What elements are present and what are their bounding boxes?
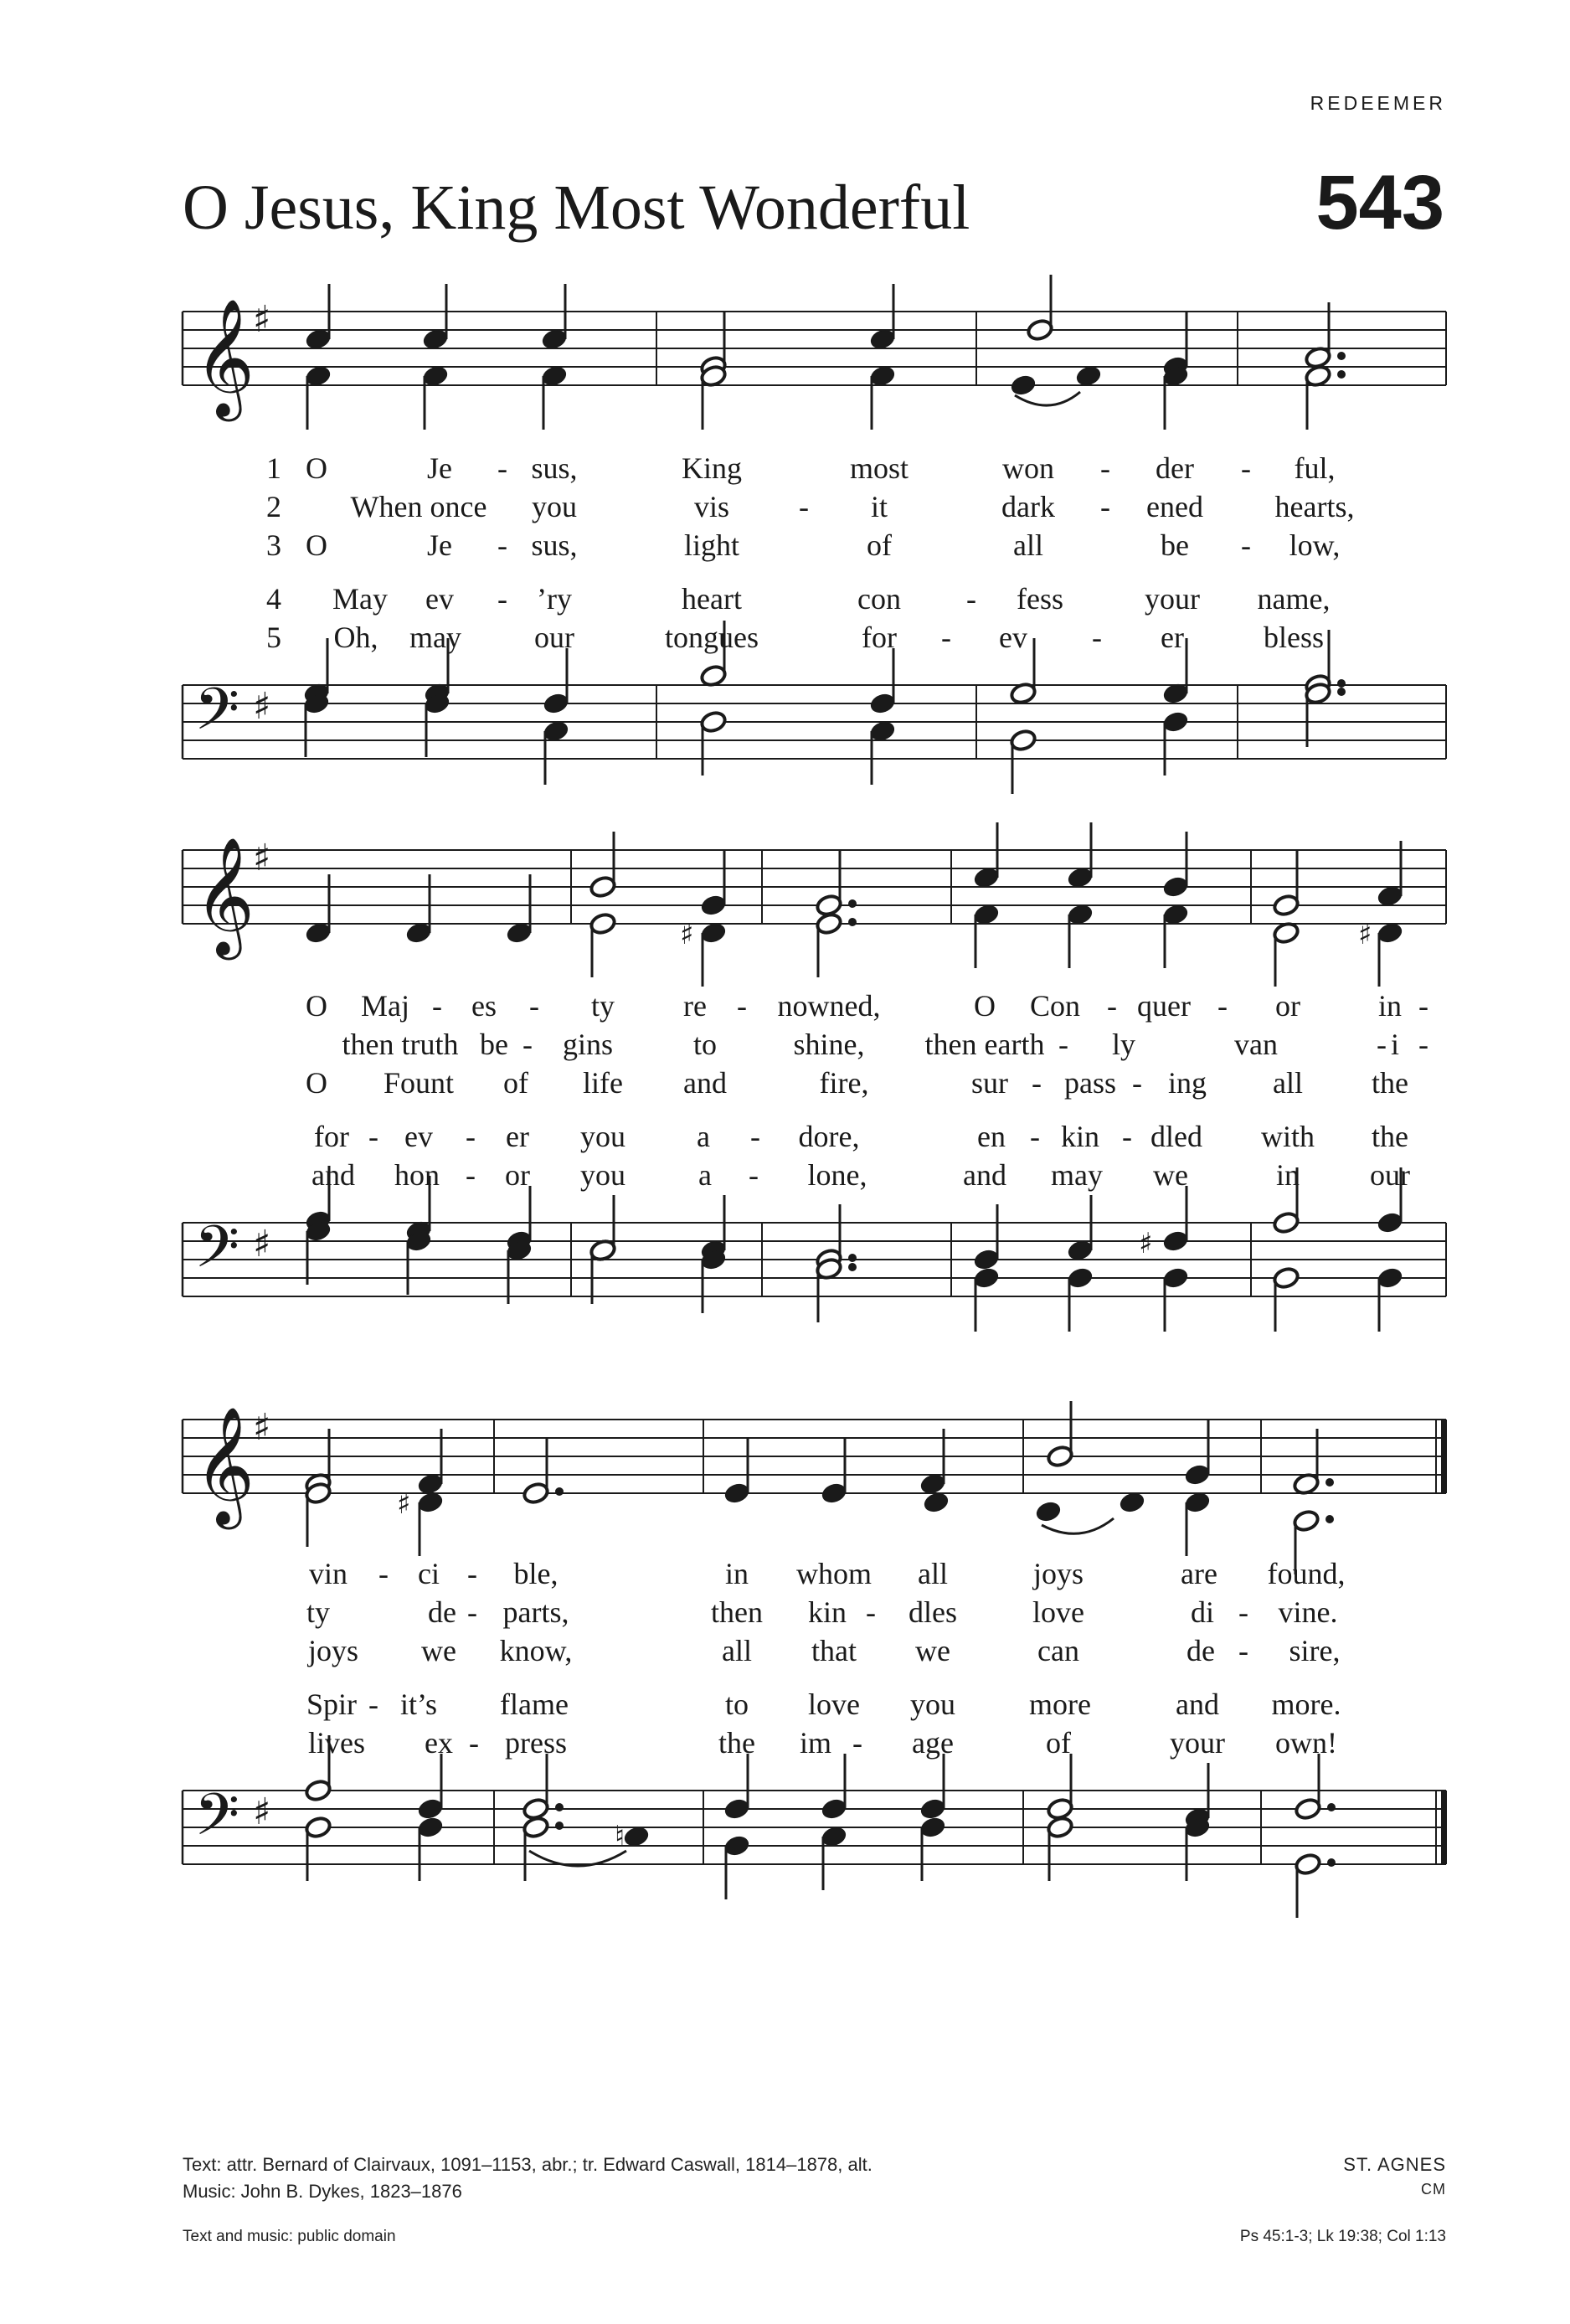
lyric-syllable: press — [505, 1726, 567, 1760]
lyric-hyphen: - — [1377, 1028, 1387, 1061]
lyric-syllable: low, — [1289, 528, 1341, 562]
lyric-syllable: sus, — [531, 528, 578, 562]
lyric-syllable: all — [1273, 1066, 1303, 1100]
lyric-hyphen: - — [1032, 1066, 1042, 1100]
lyric-syllable: life — [583, 1066, 623, 1100]
verse-number: 5 — [266, 621, 281, 654]
lyric-hyphen: - — [466, 1120, 476, 1153]
lyric-hyphen: - — [1217, 989, 1228, 1023]
lyric-hyphen: - — [497, 528, 507, 562]
lyric-syllable: kin — [1060, 1120, 1100, 1153]
lyric-hyphen: - — [368, 1120, 378, 1153]
music-credit: Music: John B. Dykes, 1823–1876 — [183, 2181, 462, 2202]
augmentation-dot — [848, 899, 857, 908]
sharp-key-signature-icon: ♯ — [253, 298, 271, 341]
lyric-hyphen: - — [1418, 989, 1428, 1023]
lyric-syllable: name, — [1257, 582, 1331, 616]
lyric-syllable: found, — [1267, 1557, 1346, 1590]
verse-number: 3 — [266, 528, 281, 562]
lyric-syllable: or — [1275, 989, 1300, 1023]
augmentation-dot — [848, 1263, 857, 1271]
augmentation-dot — [1325, 1478, 1334, 1487]
lyric-syllable: ly — [1111, 1028, 1136, 1061]
lyric-hyphen: - — [941, 621, 951, 654]
lyric-syllable: the — [718, 1726, 755, 1760]
lyric-syllable: our — [534, 621, 574, 654]
lyric-syllable: may — [1051, 1158, 1103, 1192]
lyric-syllable: ble, — [513, 1557, 559, 1590]
lyric-syllable: quer — [1137, 989, 1191, 1023]
augmentation-dot — [555, 1487, 564, 1496]
verse-number: 2 — [266, 490, 281, 523]
lyric-hyphen: - — [497, 582, 507, 616]
lyric-syllable: we — [915, 1634, 950, 1667]
lyric-syllable: may — [409, 621, 461, 654]
lyric-syllable: fess — [1017, 582, 1063, 616]
lyric-syllable: are — [1181, 1557, 1217, 1590]
lyric-syllable: in — [724, 1557, 749, 1590]
lyric-syllable: that — [811, 1634, 857, 1667]
lyric-syllable: gins — [562, 1028, 614, 1061]
sharp-key-signature-icon: ♯ — [253, 1223, 271, 1265]
lyric-syllable: vis — [693, 490, 730, 523]
lyric-hyphen: - — [497, 451, 507, 485]
lyric-syllable: to — [724, 1688, 749, 1721]
lyric-syllable: and — [311, 1158, 355, 1192]
meter: CM — [1421, 2181, 1446, 2198]
lyric-syllable: love — [1032, 1595, 1084, 1629]
lyric-syllable: can — [1037, 1634, 1079, 1667]
verse-number: 1 — [266, 451, 281, 485]
quarter-note — [1074, 364, 1102, 388]
sharp-key-signature-icon: ♯ — [253, 685, 271, 728]
lyric-syllable: shine, — [793, 1028, 865, 1061]
lyric-syllable: May — [332, 582, 388, 616]
lyric-hyphen: - — [469, 1726, 479, 1760]
lyric-hyphen: - — [378, 1557, 389, 1590]
lyric-hyphen: - — [1058, 1028, 1068, 1061]
lyric-syllable: your — [1170, 1726, 1225, 1760]
quarter-note — [1009, 374, 1037, 397]
lyric-syllable: Maj — [361, 989, 409, 1023]
lyric-hyphen: - — [1241, 528, 1251, 562]
sharp-key-signature-icon: ♯ — [253, 1406, 271, 1449]
lyric-syllable: Con — [1029, 989, 1081, 1023]
lyric-syllable: ev — [999, 621, 1027, 654]
lyric-syllable: lives — [308, 1726, 365, 1760]
hymn-title: O Jesus, King Most Wonderful — [183, 173, 970, 243]
lyric-hyphen: - — [529, 989, 539, 1023]
lyric-syllable: the — [1372, 1120, 1408, 1153]
treble-clef-icon: 𝄞 — [194, 1405, 255, 1524]
text-credit: Text: attr. Bernard of Clairvaux, 1091–1153, abr.; tr. Edward Caswall, 1814–1878, alt. — [183, 2154, 873, 2175]
lyric-hyphen: - — [1107, 989, 1117, 1023]
lyric-syllable: vin — [308, 1557, 348, 1590]
verse-number: 4 — [266, 582, 281, 616]
lyric-syllable: then earth — [924, 1028, 1045, 1061]
lyric-syllable: all — [722, 1634, 752, 1667]
lyric-syllable: and — [963, 1158, 1006, 1192]
lyric-syllable: joys — [1032, 1557, 1084, 1590]
lyric-syllable: van — [1234, 1028, 1278, 1061]
lyric-syllable: ev — [404, 1120, 433, 1153]
lyric-syllable: it — [870, 490, 888, 523]
lyric-syllable: Fount — [383, 1066, 455, 1100]
sharp-accidental-icon: ♯ — [680, 918, 694, 951]
lyric-syllable: then — [711, 1595, 763, 1629]
lyric-syllable: of — [1046, 1726, 1071, 1760]
lyric-syllable: ci — [418, 1557, 440, 1590]
lyric-syllable: most — [849, 451, 909, 485]
lyric-syllable: you — [580, 1120, 625, 1153]
lyric-syllable: ev — [425, 582, 454, 616]
lyric-hyphen: - — [852, 1726, 862, 1760]
lyric-hyphen: - — [1238, 1634, 1248, 1667]
lyric-hyphen: - — [1418, 1028, 1428, 1061]
lyric-syllable: for — [862, 621, 897, 654]
lyric-syllable: more — [1029, 1688, 1091, 1721]
bass-clef-icon: 𝄢 — [194, 1213, 240, 1295]
lyric-syllable: er — [506, 1120, 529, 1153]
lyric-syllable: all — [1013, 528, 1043, 562]
lyric-syllable: ’ry — [537, 582, 572, 616]
lyric-syllable: Je — [427, 451, 452, 485]
lyric-syllable: you — [910, 1688, 955, 1721]
quarter-note — [622, 1825, 650, 1848]
lyric-syllable: When once — [350, 490, 487, 523]
augmentation-dot — [1337, 370, 1346, 379]
lyric-syllable: in — [1275, 1158, 1300, 1192]
lyric-syllable: in — [1377, 989, 1403, 1023]
quarter-note — [922, 1491, 950, 1514]
lyric-syllable: dles — [909, 1595, 957, 1629]
lyric-hyphen: - — [1238, 1595, 1248, 1629]
lyric-syllable: Oh, — [333, 621, 378, 654]
lyric-hyphen: - — [799, 490, 809, 523]
lyric-hyphen: - — [522, 1028, 533, 1061]
lyric-syllable: ty — [590, 989, 615, 1023]
sharp-accidental-icon: ♯ — [1358, 918, 1372, 951]
sharp-accidental-icon: ♯ — [1139, 1227, 1153, 1260]
lyric-syllable: be — [480, 1028, 508, 1061]
lyric-syllable: dore, — [798, 1120, 860, 1153]
lyric-syllable: lone, — [807, 1158, 867, 1192]
lyric-hyphen: - — [432, 989, 442, 1023]
lyric-syllable: es — [471, 989, 497, 1023]
lyric-syllable: age — [912, 1726, 954, 1760]
lyric-syllable: know, — [499, 1634, 573, 1667]
lyric-syllable: with — [1260, 1120, 1315, 1153]
lyric-syllable: ened — [1146, 490, 1203, 523]
lyric-syllable: for — [314, 1120, 349, 1153]
sharp-accidental-icon: ♯ — [397, 1487, 411, 1521]
augmentation-dot — [555, 1803, 564, 1811]
lyric-syllable: whom — [796, 1557, 872, 1590]
lyric-syllable: of — [867, 528, 892, 562]
hymn-number: 543 — [1315, 160, 1444, 245]
augmentation-dot — [1325, 1515, 1334, 1523]
lyric-syllable: pass — [1064, 1066, 1116, 1100]
lyric-syllable: vine. — [1278, 1595, 1338, 1629]
lyric-hyphen: - — [737, 989, 747, 1023]
lyric-syllable: joys — [307, 1634, 359, 1667]
lyric-syllable: ex — [425, 1726, 453, 1760]
lyric-hyphen: - — [749, 1158, 759, 1192]
augmentation-dot — [555, 1822, 564, 1830]
lyric-syllable: a — [697, 1120, 710, 1153]
scripture-references: Ps 45:1-3; Lk 19:38; Col 1:13 — [1239, 2228, 1446, 2245]
lyric-syllable: then truth — [342, 1028, 459, 1061]
lyric-hyphen: - — [1092, 621, 1102, 654]
lyric-syllable: be — [1161, 528, 1189, 562]
lyric-syllable: our — [1370, 1158, 1410, 1192]
lyric-syllable: kin — [807, 1595, 847, 1629]
treble-final-barline-thick — [1441, 1420, 1447, 1493]
tune-name: ST. AGNES — [1343, 2154, 1446, 2175]
lyric-syllable: you — [580, 1158, 625, 1192]
lyric-hyphen: - — [1241, 451, 1251, 485]
augmentation-dot — [1337, 352, 1346, 360]
slur — [1042, 1518, 1114, 1533]
lyric-syllable: O — [306, 1066, 327, 1100]
sharp-key-signature-icon: ♯ — [253, 837, 271, 879]
lyric-syllable: or — [505, 1158, 530, 1192]
lyric-syllable: all — [918, 1557, 948, 1590]
sharp-key-signature-icon: ♯ — [253, 1791, 271, 1833]
augmentation-dot — [1327, 1803, 1336, 1811]
lyric-hyphen: - — [866, 1595, 876, 1629]
lyric-syllable: en — [977, 1120, 1006, 1153]
lyric-syllable: more. — [1271, 1688, 1341, 1721]
lyric-syllable: O — [306, 451, 327, 485]
lyric-syllable: a — [698, 1158, 712, 1192]
lyric-hyphen: - — [1100, 451, 1110, 485]
lyric-syllable: er — [1161, 621, 1184, 654]
lyric-syllable: der — [1156, 451, 1194, 485]
lyric-syllable: tongues — [665, 621, 759, 654]
lyric-syllable: we — [421, 1634, 456, 1667]
lyric-syllable: di — [1190, 1595, 1215, 1629]
lyric-hyphen: - — [466, 1158, 476, 1192]
lyric-hyphen: - — [966, 582, 976, 616]
lyric-syllable: the — [1372, 1066, 1408, 1100]
bass-clef-icon: 𝄢 — [194, 675, 240, 757]
section-label: REDEEMER — [1310, 92, 1446, 114]
lyric-hyphen: - — [368, 1688, 378, 1721]
lyric-syllable: de — [1187, 1634, 1215, 1667]
lyric-syllable: and — [1176, 1688, 1219, 1721]
lyric-hyphen: - — [467, 1557, 477, 1590]
bass-clef-icon: 𝄢 — [194, 1780, 240, 1863]
lyric-syllable: love — [808, 1688, 860, 1721]
lyric-syllable: King — [682, 451, 742, 485]
lyric-syllable: Spir — [306, 1688, 358, 1721]
lyric-syllable: ty — [306, 1595, 331, 1629]
lyric-syllable: dled — [1150, 1120, 1202, 1153]
lyric-syllable: nowned, — [777, 989, 881, 1023]
lyric-syllable: your — [1145, 582, 1200, 616]
lyric-syllable: own! — [1275, 1726, 1337, 1760]
lyric-syllable: heart — [682, 582, 742, 616]
lyric-syllable: it’s — [399, 1688, 438, 1721]
lyric-hyphen: - — [467, 1595, 477, 1629]
lyric-syllable: sur — [971, 1066, 1008, 1100]
lyric-syllable: you — [532, 490, 577, 523]
lyric-syllable: bless — [1264, 621, 1324, 654]
lyric-syllable: sus, — [531, 451, 578, 485]
lyric-syllable: ing — [1167, 1066, 1207, 1100]
lyric-syllable: hearts, — [1274, 490, 1355, 523]
lyric-syllable: we — [1153, 1158, 1188, 1192]
lyric-syllable: O — [306, 528, 327, 562]
lyric-hyphen: - — [1122, 1120, 1132, 1153]
augmentation-dot — [848, 918, 857, 926]
lyric-syllable: and — [683, 1066, 727, 1100]
lyric-hyphen: - — [1030, 1120, 1040, 1153]
lyric-syllable: light — [683, 528, 740, 562]
quarter-note — [1034, 1500, 1062, 1523]
augmentation-dot — [1327, 1858, 1336, 1867]
lyric-syllable: parts, — [502, 1595, 569, 1629]
treble-clef-icon: 𝄞 — [194, 836, 255, 955]
lyric-syllable: O — [306, 989, 327, 1023]
lyric-syllable: i — [1390, 1028, 1400, 1061]
lyric-syllable: flame — [500, 1688, 569, 1721]
lyric-syllable: dark — [1001, 490, 1055, 523]
natural-accidental-icon: ♮ — [615, 1820, 625, 1853]
augmentation-dot — [1337, 679, 1346, 688]
lyric-hyphen: - — [750, 1120, 760, 1153]
lyric-syllable: to — [692, 1028, 718, 1061]
lyric-syllable: con — [857, 582, 901, 616]
rights-notice: Text and music: public domain — [183, 2228, 396, 2245]
treble-clef-icon: 𝄞 — [194, 297, 255, 416]
lyric-hyphen: - — [1100, 490, 1110, 523]
lyric-hyphen: - — [1132, 1066, 1142, 1100]
lyric-syllable: won — [1002, 451, 1054, 485]
lyric-syllable: im — [799, 1726, 832, 1760]
augmentation-dot — [1337, 688, 1346, 696]
lyric-syllable: de — [428, 1595, 456, 1629]
lyric-syllable: sire, — [1289, 1634, 1341, 1667]
bass-final-barline-thick — [1441, 1791, 1447, 1864]
quarter-note — [1118, 1491, 1145, 1514]
lyric-syllable: ful, — [1294, 451, 1336, 485]
lyric-syllable: fire, — [819, 1066, 869, 1100]
lyric-syllable: Je — [427, 528, 452, 562]
lyric-syllable: O — [974, 989, 996, 1023]
augmentation-dot — [848, 1254, 857, 1262]
lyric-syllable: hon — [394, 1158, 440, 1192]
lyric-syllable: of — [503, 1066, 528, 1100]
lyric-syllable: re — [683, 989, 707, 1023]
